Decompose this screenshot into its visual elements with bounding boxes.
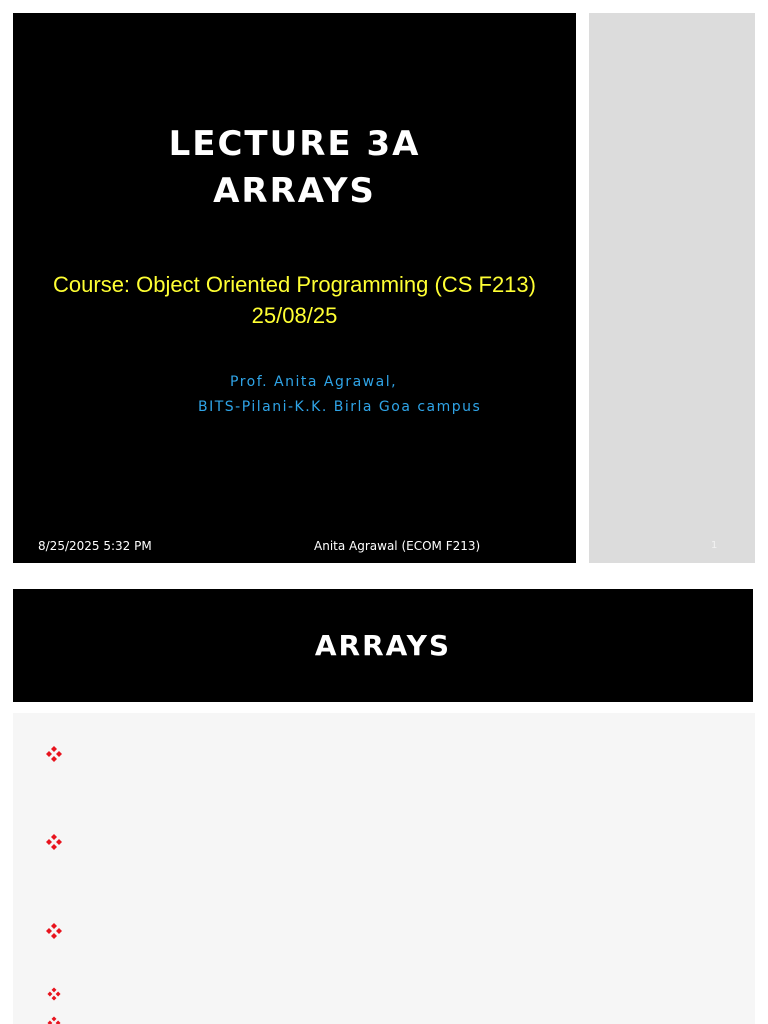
content-slide-body xyxy=(13,713,755,1024)
course-info xyxy=(13,269,576,331)
four-diamond-bullet-icon xyxy=(45,1014,63,1024)
slide-number: 1 xyxy=(711,540,718,551)
lecture-date: 25/08/25 xyxy=(251,303,338,328)
campus-name: BITS-Pilani-K.K. Birla Goa campus xyxy=(198,399,482,415)
title-line-2: ARRAYS xyxy=(213,171,376,211)
footer-datetime: 8/25/2025 5:32 PM xyxy=(38,539,152,553)
four-diamond-bullet-icon xyxy=(45,985,63,1003)
title-slide xyxy=(13,13,576,563)
slide-title xyxy=(13,121,576,215)
professor-name: Prof. Anita Agrawal, xyxy=(230,374,398,390)
four-diamond-bullet-icon xyxy=(43,920,65,942)
content-slide-header xyxy=(13,589,753,702)
title-line-1: LECTURE 3A xyxy=(168,124,421,164)
four-diamond-bullet-icon xyxy=(43,831,65,853)
slide-side-panel xyxy=(589,13,755,563)
content-slide-title: ARRAYS xyxy=(314,629,452,662)
footer-author: Anita Agrawal (ECOM F213) xyxy=(314,539,481,553)
course-name: Course: Object Oriented Programming (CS F213) xyxy=(53,272,536,297)
four-diamond-bullet-icon xyxy=(43,743,65,765)
